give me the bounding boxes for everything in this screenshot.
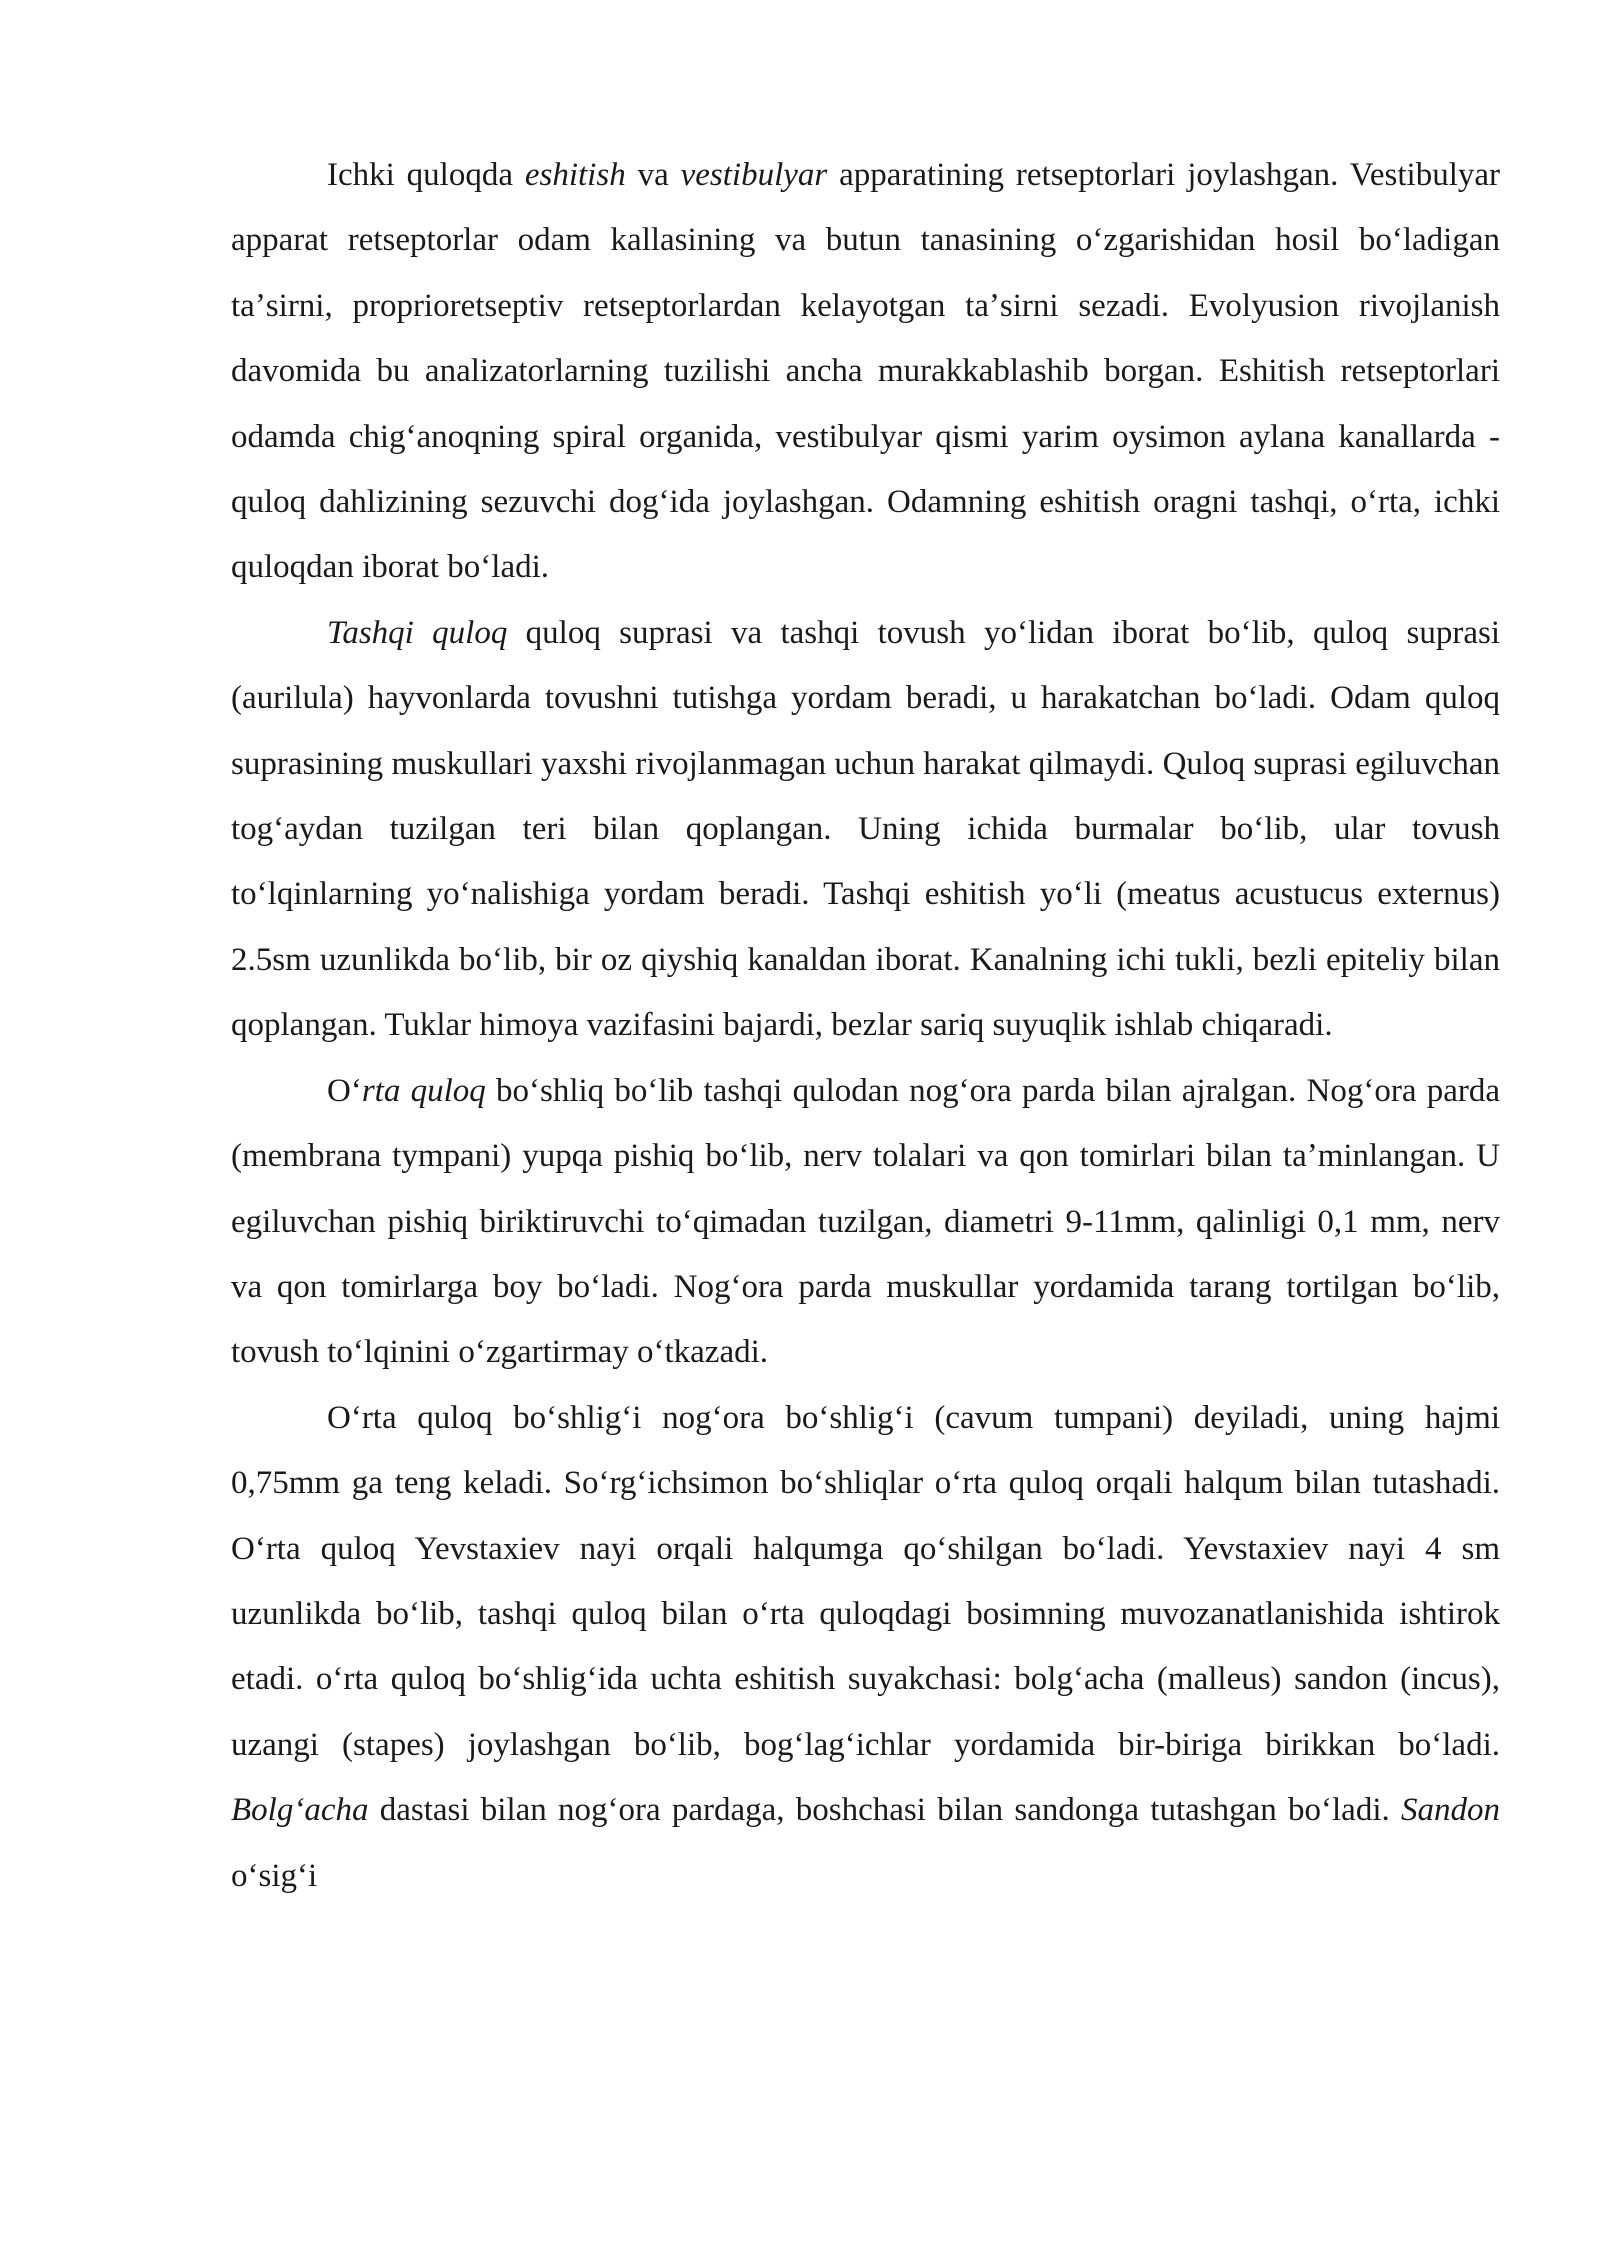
text-span: Ichki quloqda bbox=[327, 157, 525, 193]
text-span: boʻshliq boʻlib tashqi qulodan nogʻora parda bilan ajralgan. Nogʻora parda (membrana tympani) yupqa pishiq boʻlib, nerv tolalari va qon tomirlari bilan taʼminlangan. U egiluvchan pishiq biriktiruvchi toʻqimadan tuzilgan, diametri 9-11mm, qalinligi 0,1 mm, nerv va qon tomirlarga boy boʻladi. Nogʻora parda muskullar yordamida tarang tortilgan boʻlib, tovush toʻlqinini oʻzgartirmay oʻtkazadi. bbox=[231, 1072, 1500, 1371]
text-span: Oʻ bbox=[327, 1072, 362, 1109]
text-span: Oʻrta quloq boʻshligʻi nogʻora boʻshligʻi (cavum tumpani) deyiladi, uning hajmi 0,75mm ga teng keladi. Soʻrgʻichsimon boʻshliqlar oʻrta quloq orqali halqum bilan tutashadi. Oʻrta quloq Yevstaxiev nayi orqali halqumga qoʻshilgan boʻladi. Yevstaxiev nayi 4 sm uzunlikda boʻlib, tashqi quloq bilan oʻrta quloqdagi bosimning muvozanatlanishida ishtirok etadi. oʻrta quloq boʻshligʻida uchta eshitish suyakchasi: bolgʻacha (malleus) sandon (incus), uzangi (stapes) joylashgan boʻlib, bogʻlagʻichlar yordamida bir-biriga birikkan boʻladi. bbox=[231, 1399, 1500, 1763]
text-span: quloq suprasi va tashqi tovush yoʻlidan iborat boʻlib, quloq suprasi (aurilula) hayvonlarda tovushni tutishga yordam beradi, u harakatchan boʻladi. Odam quloq suprasining muskullari yaxshi rivojlanmagan uchun harakat qilmaydi. Quloq suprasi egiluvchan togʻaydan tuzilgan teri bilan qoplangan. Uning ichida burmalar boʻlib, ular tovush toʻlqinlarning yoʻnalishiga yordam beradi. Tashqi eshitish yoʻli (meatus acustucus externus) 2.5sm uzunlikda boʻlib, bir oz qiyshiq kanaldan iborat. Kanalning ichi tukli, bezli epiteliy bilan qoplangan. Tuklar himoya vazifasini bajardi, bezlar sariq suyuqlik ishlab chiqaradi. bbox=[231, 614, 1500, 1044]
paragraph-outer-ear bbox=[231, 601, 1500, 1059]
text-span: apparatining retseptorlari joylashgan. Vestibulyar apparat retseptorlar odam kallasining va butun tanasining oʻzgarishidan hosil boʻladigan taʼsirni, proprioretseptiv retseptorlardan kelayotgan taʼsirni sezadi. Evolyusion rivojlanish davomida bu analizatorlarning tuzilishi ancha murakkablashib borgan. Eshitish retseptorlari odamda chigʻanoqning spiral organida, vestibulyar qismi yarim oysimon aylana kanallarda - quloq dahlizining sezuvchi dogʻida joylashgan. Odamning eshitish oragni tashqi, oʻrta, ichki quloqdan iborat boʻladi. bbox=[231, 157, 1500, 586]
term-tashqi-quloq: Tashqi quloq bbox=[327, 614, 508, 651]
text-span: va bbox=[625, 157, 681, 193]
paragraph-middle-ear bbox=[231, 1059, 1500, 1386]
text-span: dastasi bilan nogʻora pardaga, boshchasi bilan sandonga tutashgan boʻladi. bbox=[368, 1792, 1401, 1829]
paragraph-middle-ear-cavity bbox=[231, 1386, 1500, 1909]
term-sandon: Sandon bbox=[1401, 1792, 1500, 1829]
term-eshitish: eshitish bbox=[524, 157, 626, 193]
term-vestibulyar: vestibulyar bbox=[680, 157, 828, 193]
text-span: oʻsigʻi bbox=[231, 1857, 318, 1894]
paragraph-inner-ear bbox=[231, 143, 1500, 601]
term-bolgacha: Bolgʻacha bbox=[231, 1792, 369, 1829]
document-page bbox=[231, 143, 1500, 1909]
term-orta-quloq: rta quloq bbox=[361, 1072, 486, 1109]
